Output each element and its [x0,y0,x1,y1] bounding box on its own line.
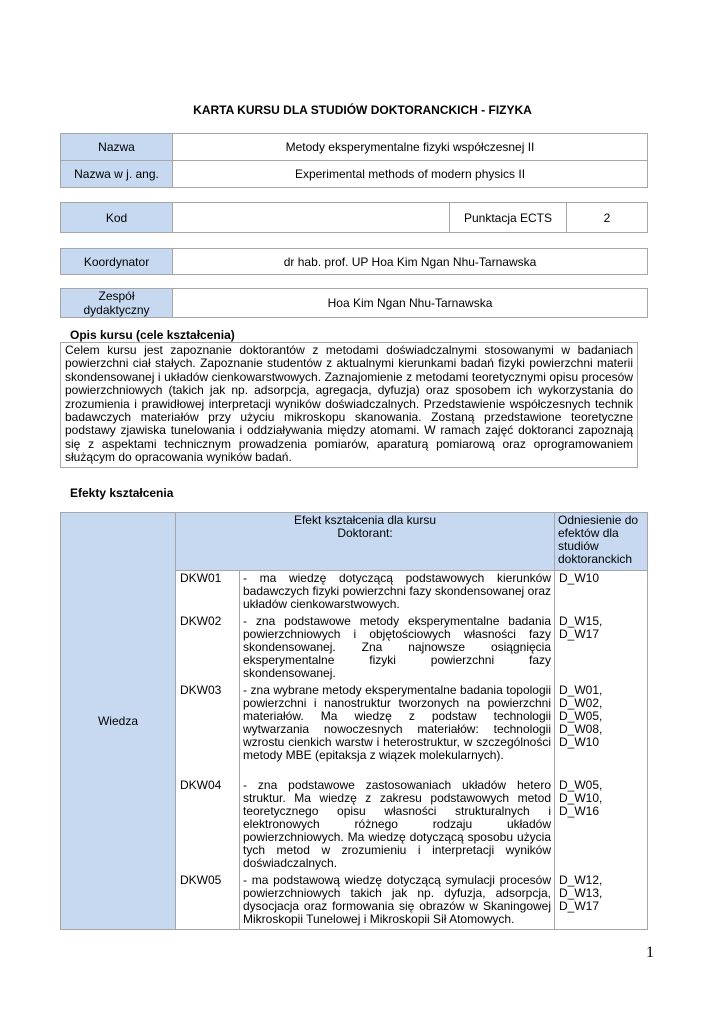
descriptions-column [240,571,555,930]
effect-text: - zna podstawowe zastosowaniach układów hetero struktur. Ma wiedzę z zakresu podstawowych metod teoretycznego opisu własności strukturalnych i elektronowych różnego rodzaju układów powierzchniowych. Ma wiedzę dotyczącą sposobu użycia tych metod w zrozumieniu i interpretacji wyników doświadczalnych. [243,778,551,870]
effect-text: - ma podstawową wiedzę dotyczącą symulacji procesów powierzchniowych takich jak np. dyfuzja, adsorpcja, dysocjacja oraz formowania się obrazów w Skaningowej Mikroskopii Tunelowej i Mikroskopii Sił Atomowych. [243,873,551,926]
coordinator-value: dr hab. prof. UP Hoa Kim Ngan Nhu-Tarnawska [173,249,648,275]
effect-column-line2: Doktorant: [337,526,393,540]
page-number: 1 [646,944,654,961]
effect-code: DKW02 [180,614,222,628]
effects-table [60,512,648,930]
description-heading: Opis kursu (cele kształcenia) [70,328,235,342]
code-value [173,203,450,233]
name-label: Nazwa [61,134,173,161]
name-en-label: Nazwa w j. ang. [61,161,173,188]
effect-code: DKW05 [180,873,222,887]
refs-column [555,571,648,930]
team-table [60,288,648,318]
effect-column-line1: Efekt kształcenia dla kursu [293,513,437,527]
effect-refs: D_W01, D_W02, D_W05, D_W08, D_W10 [559,683,603,749]
effect-column-header [176,513,555,571]
effect-text: - zna podstawowe metody eksperymentalne badania powierzchniowych i objętościowych własności fazy skondensowanej. Zna najnowsze osiągnięcia eksperymentalne fizyki powierzchni fazy skondensowanej. [243,614,551,680]
name-en-value: Experimental methods of modern physics II [173,161,648,188]
effect-text: - zna wybrane metody eksperymentalne badania topologii powierzchni i nanostruktur tworzonych na powierzchni materiałów. Ma wiedzę z podstaw technologii wytwarzania nowoczesnych materiałów: technologii wzrostu cienkich warstw i heterostruktur, w szczególności metody MBE (epitaksja z wiązek molekularnych). [243,683,551,762]
code-label: Kod [61,203,173,233]
ects-value: 2 [567,203,648,233]
name-table [60,133,648,188]
page-title: KARTA KURSU DLA STUDIÓW DOKTORANCKICH - FIZYKA [193,103,532,117]
effect-code: DKW01 [180,571,222,585]
description-text: Celem kursu jest zapoznanie doktorantów z metodami doświadczalnymi stosowanymi w badaniach powierzchni ciał stałych. Zapoznanie studentów z aktualnymi kierunkami badań fizyki powierzchni materii skondensowanej i układów cienkowarstwowych. Zaznajomienie z metodami teoretycznymi opisu procesów powierzchniowych (takich jak np. adsorpcja, agregacja, dyfuzja) oraz sposobem ich wykorzystania do zrozumienia i prawidłowej interpretacji wyników doświadczalnych. Przedstawienie współczesnych technik badawczych materiałów przy użyciu mikroskopu skanowania. Zostaną przedstawione teoretyczne podstawy zjawiska tunelowania i oddziaływania między atomami. W ramach zajęć doktoranci zapoznają się z aspektami technicznym prowadzenia pomiarów, aparaturą pomiarową oraz oprogramowaniem służącym do opracowania wyników badań. [60,342,638,468]
effect-refs: D_W12, D_W13, D_W17 [559,873,603,913]
ects-label: Punktacja ECTS [450,203,567,233]
team-value: Hoa Kim Ngan Nhu-Tarnawska [173,289,648,318]
ref-column-header: Odniesienie do efektów dla studiów doktoranckich [555,513,648,571]
effect-refs: D_W15, D_W17 [559,614,603,641]
team-label: Zespół dydaktyczny [61,289,173,318]
coordinator-label: Koordynator [61,249,173,275]
effect-code: DKW03 [180,683,222,697]
effects-heading: Efekty kształcenia [70,486,174,500]
effect-refs: D_W05, D_W10, D_W16 [559,778,603,818]
codes-column [176,571,240,930]
effect-text: - ma wiedzę dotyczącą podstawowych kierunków badawczych fizyki powierzchni fazy skondensowanej oraz układów cienkowarstwowych. [243,571,551,611]
effect-code: DKW04 [180,778,222,792]
coordinator-table [60,248,648,275]
category-wiedza: Wiedza [61,513,176,930]
code-table [60,202,648,233]
effect-refs: D_W10 [559,571,600,585]
name-value: Metody eksperymentalne fizyki współczesnej II [173,134,648,161]
